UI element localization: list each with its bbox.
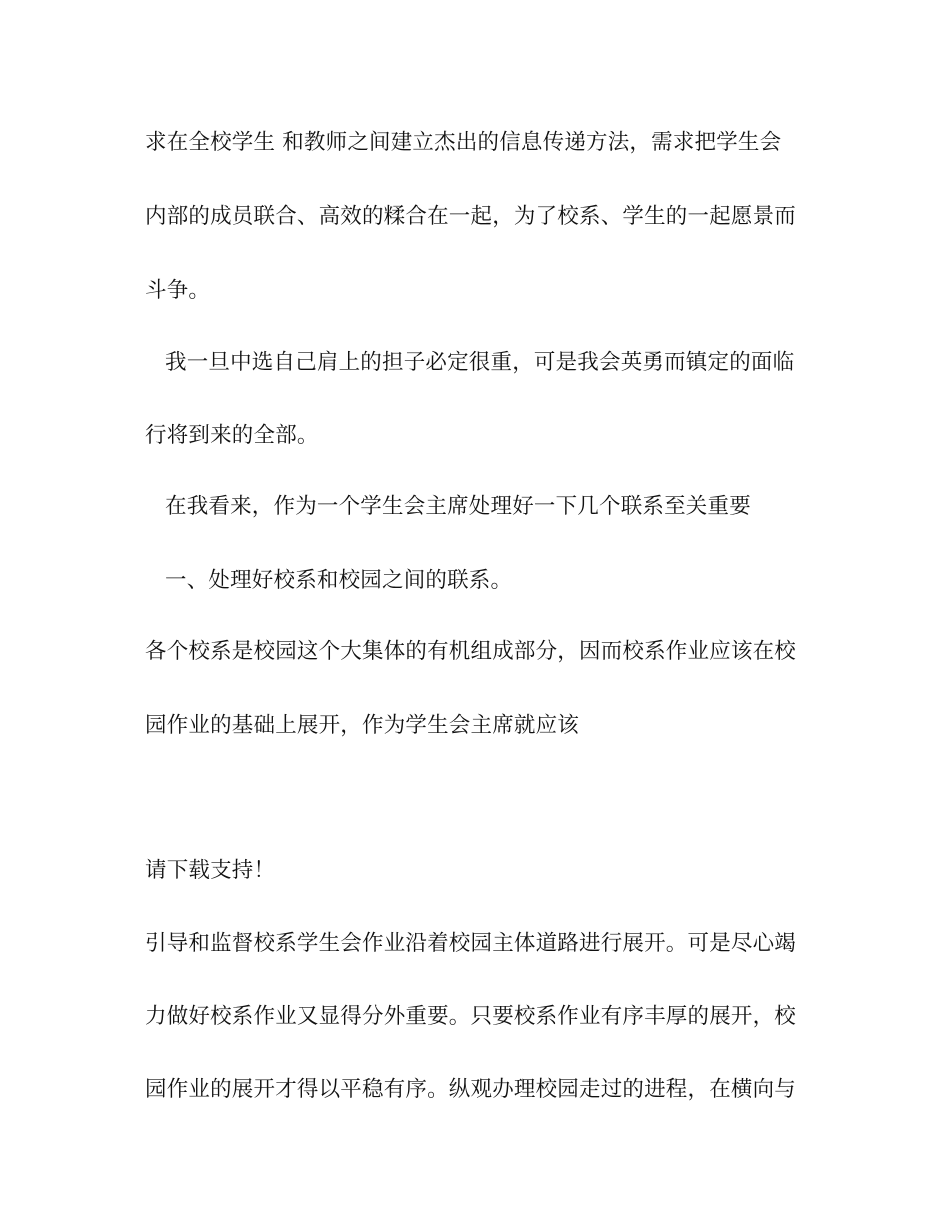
text-line-1: 求在全校学生 和教师之间建立杰出的信息传递方法，需求把学生会 bbox=[145, 130, 782, 155]
text-line-6: 在我看来，作为一个学生会主席处理好一下几个联系至关重要 bbox=[165, 494, 751, 519]
section-heading: 一、处理好校系和校园之间的联系。 bbox=[165, 568, 513, 593]
text-line-3: 斗争。 bbox=[145, 278, 211, 303]
text-line-5: 行将到来的全部。 bbox=[145, 423, 319, 448]
text-line-9: 园作业的基础上展开，作为学生会主席就应该 bbox=[145, 713, 580, 738]
text-line-11: 引导和监督校系学生会作业沿着校园主体道路进行展开。可是尽心竭 bbox=[145, 931, 797, 956]
download-notice: 请下载支持！ bbox=[145, 858, 276, 883]
text-line-2: 内部的成员联合、高效的糅合在一起，为了校系、学生的一起愿景而 bbox=[145, 204, 797, 229]
text-line-12: 力做好校系作业又显得分外重要。只要校系作业有序丰厚的展开，校 bbox=[145, 1004, 797, 1029]
text-line-4: 我一旦中选自己肩上的担子必定很重，可是我会英勇而镇定的面临 bbox=[165, 350, 795, 375]
text-line-8: 各个校系是校园这个大集体的有机组成部分，因而校系作业应该在校 bbox=[145, 639, 797, 664]
text-line-13: 园作业的展开才得以平稳有序。纵观办理校园走过的进程，在横向与 bbox=[145, 1077, 797, 1102]
